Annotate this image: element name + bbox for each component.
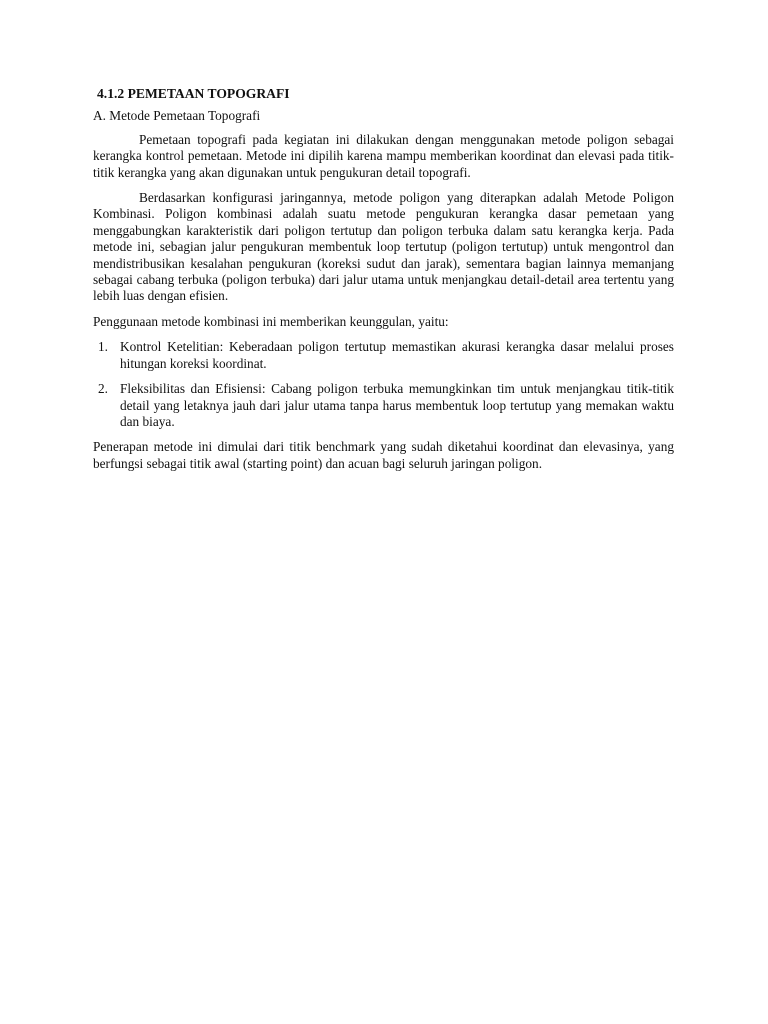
subsection-heading: A. Metode Pemetaan Topografi [93,108,261,124]
advantages-list [93,339,674,430]
list-item [93,381,674,430]
paragraph-intro: Pemetaan topografi pada kegiatan ini dilakukan dengan menggunakan metode poligon sebagai kerangka kontrol pemetaan. Metode ini dipilih karena mampu memberikan koordinat dan elevasi pada titik-titik kerangka yang akan digunakan untuk pengukuran detail topografi. [93,131,674,180]
list-item-number: 2. [98,381,108,397]
section-heading: 4.1.2 PEMETAAN TOPOGRAFI [97,86,290,101]
paragraph-advantages-lead: Penggunaan metode kombinasi ini memberikan keunggulan, yaitu: [93,313,449,329]
list-item-text: Fleksibilitas dan Efisiensi: Cabang poligon terbuka memungkinkan tim untuk menjangkau titik-titik detail yang letaknya jauh dari jalur utama tanpa harus membentuk loop tertutup yang memakan waktu dan biaya. [120,381,674,429]
list-item [93,339,674,372]
paragraph-closing: Penerapan metode ini dimulai dari titik benchmark yang sudah diketahui koordinat dan elevasinya, yang berfungsi sebagai titik awal (starting point) dan acuan bagi seluruh jaringan poligon. [93,439,674,471]
list-item-number: 1. [98,339,108,355]
paragraph-combination-polygon: Berdasarkan konfigurasi jaringannya, metode poligon yang diterapkan adalah Metode Poligon Kombinasi. Poligon kombinasi adalah suatu metode pengukuran kerangka dasar pemetaan yang menggabungkan karakteristik dari poligon tertutup dan poligon terbuka dalam satu kerangka kerja. Pada metode ini, sebagian jalur pengukuran membentuk loop tertutup (poligon tertutup) untuk mengontrol dan mendistribusikan kesalahan pengukuran (koreksi sudut dan jarak), sementara bagian lainnya memanjang sebagai cabang terbuka (poligon terbuka) dari jalur utama untuk menjangkau detail-detail area tertentu yang lebih luas dengan efisien. [93,190,674,304]
document-page [93,86,674,481]
list-item-text: Kontrol Ketelitian: Keberadaan poligon tertutup memastikan akurasi kerangka dasar melalui proses hitungan koreksi koordinat. [120,339,674,371]
